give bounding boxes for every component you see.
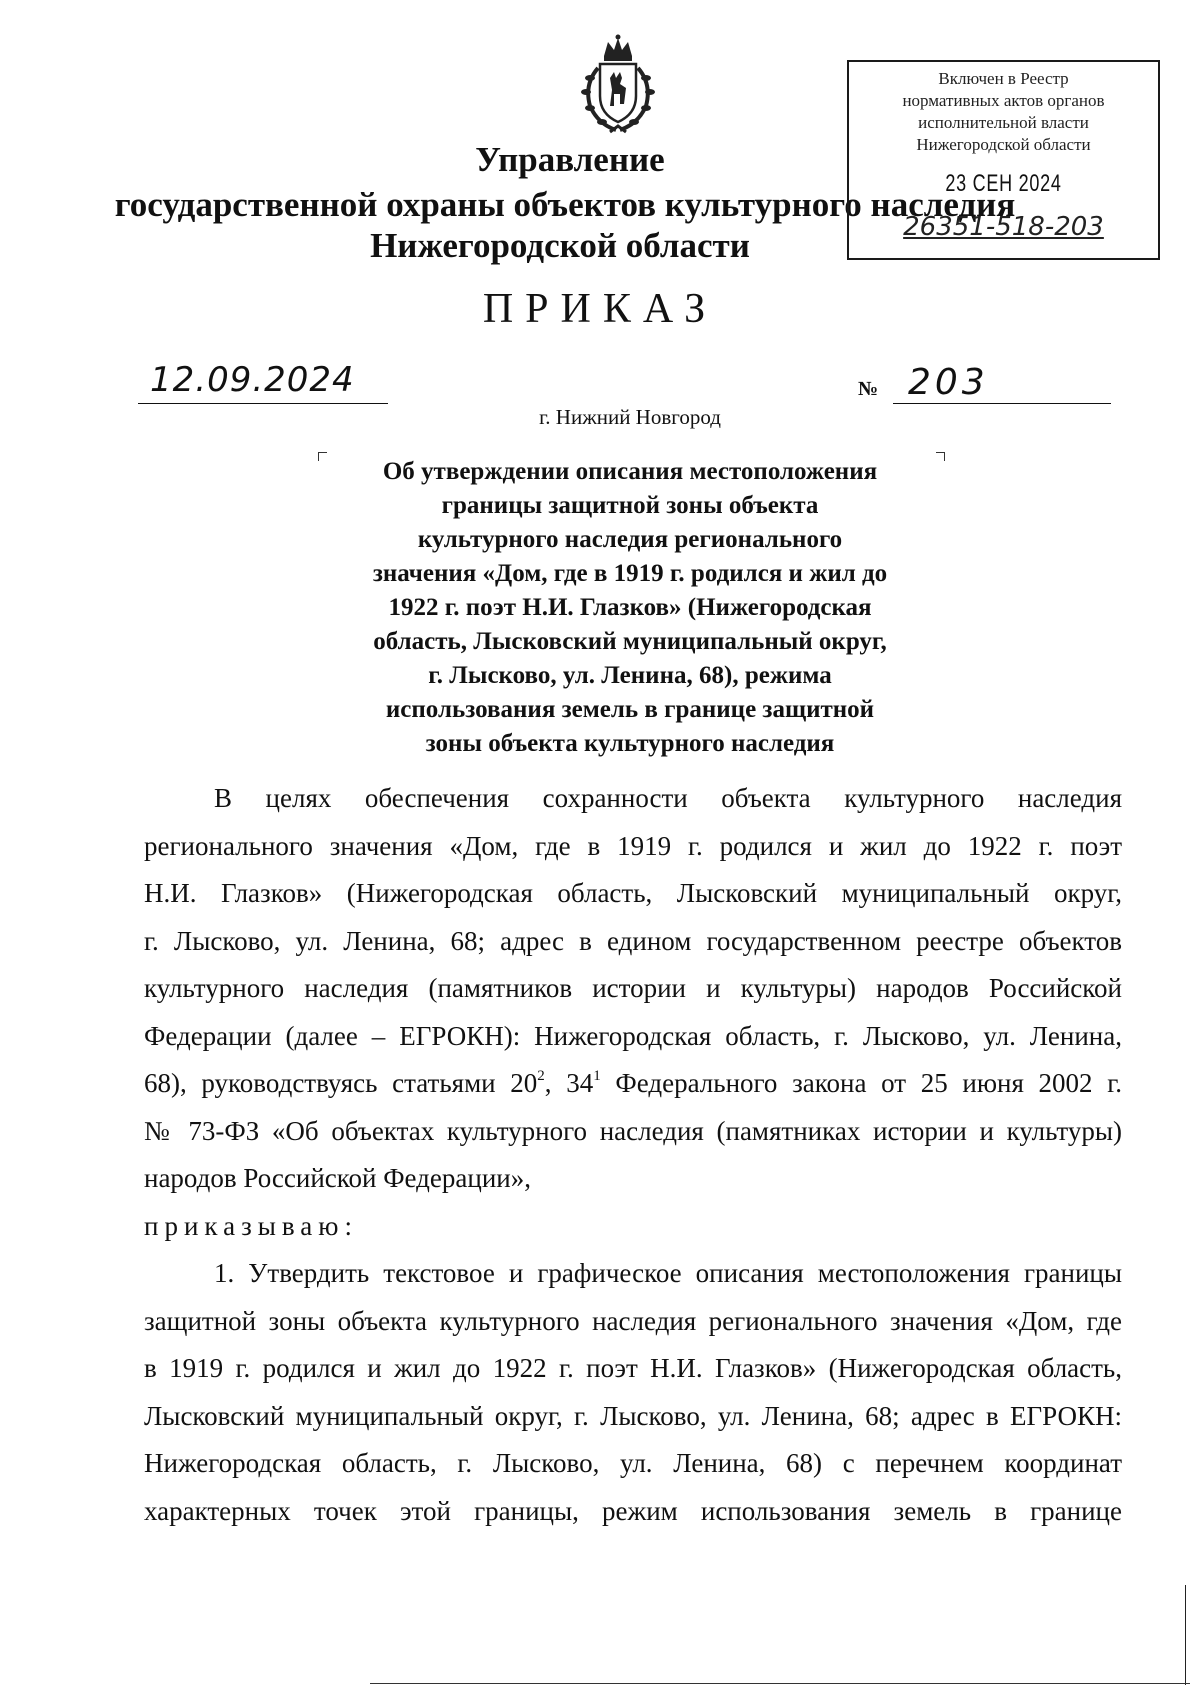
subject-line: 1922 г. поэт Н.И. Глазков» (Нижегородская: [388, 594, 872, 621]
number-underline: [893, 403, 1111, 404]
number-sign: №: [858, 378, 879, 400]
stamp-line-4: Нижегородской области: [916, 135, 1091, 154]
document-number: 203: [908, 362, 989, 403]
page-bottom-rule: [370, 1683, 1190, 1684]
body-line: г. Лысково, ул. Ленина, 68; адрес в едином государственном реестре объектов: [144, 925, 1122, 956]
body-line: регионального значения «Дом, где в 1919 г. родился и жил до 1922 г. поэт: [144, 830, 1122, 861]
subject-line: область, Лысковский муниципальный округ,: [373, 628, 887, 655]
superscript: 1: [593, 1068, 601, 1084]
subject-line: Об утверждении описания местоположения: [382, 458, 878, 485]
body-line: Нижегородская область, г. Лысково, ул. Ленина, 68) с перечнем координат: [144, 1448, 1122, 1478]
body-line: В целях обеспечения сохранности объекта культурного наследия: [214, 783, 1122, 813]
order-word: приказываю:: [144, 1210, 358, 1241]
organization-title-line-2: государственной охраны объектов культурного наследия: [114, 185, 1016, 224]
nizhny-novgorod-coat-of-arms-icon: [570, 34, 666, 140]
subject-corner-left: [318, 452, 327, 461]
body-line: в 1919 г. родился и жил до 1922 г. поэт Н.И. Глазков» (Нижегородская область,: [144, 1353, 1122, 1383]
subject-line: культурного наследия регионального: [417, 526, 843, 553]
body-text: , 34: [544, 1068, 594, 1098]
body-text: 68), руководствуясь статьями 20: [144, 1068, 538, 1098]
document-date: 12.09.2024: [150, 360, 355, 400]
body-line: культурного наследия (памятников истории и культуры) народов Российской: [144, 973, 1122, 1003]
registry-stamp: [847, 60, 1160, 260]
body-line: Федерации (далее – ЕГРОКН): Нижегородская область, г. Лысково, ул. Ленина,: [144, 1020, 1122, 1051]
city-name: г. Нижний Новгород: [539, 405, 721, 429]
subject-line: использования земель в границе защитной: [385, 696, 875, 723]
body-line: Н.И. Глазков» (Нижегородская область, Лысковский муниципальный округ,: [144, 878, 1122, 908]
body-line: № 73-ФЗ «Об объектах культурного наследия (памятниках истории и культуры): [144, 1115, 1122, 1146]
body-line: характерных точек этой границы, режим использования земель в границе: [144, 1495, 1122, 1526]
body-line: защитной зоны объекта культурного наследия регионального значения «Дом, где: [144, 1305, 1122, 1336]
subject-line: значения «Дом, где в 1919 г. родился и жил до: [372, 560, 888, 587]
stamp-line-1: Включен в Реестр: [938, 69, 1069, 88]
document-type-title: ПРИКАЗ: [482, 286, 718, 332]
subject-line: зоны объекта культурного наследия: [425, 730, 835, 757]
subject-corner-right: [936, 452, 945, 461]
document-subject: [330, 455, 930, 761]
organization-title-line-3: Нижегородской области: [370, 226, 750, 265]
stamp-registration-number: 26351-518-203: [903, 212, 1104, 242]
stamp-line-3: исполнительной власти: [918, 113, 1089, 132]
stamp-date: 23 СЕН 2024: [945, 170, 1062, 197]
stamp-line-2: нормативных актов органов: [902, 91, 1105, 110]
superscript: 2: [537, 1068, 545, 1084]
subject-line: г. Лысково, ул. Ленина, 68), режима: [428, 662, 832, 689]
organization-title-line-1: Управление: [475, 140, 665, 179]
subject-line: границы защитной зоны объекта: [441, 492, 819, 519]
body-text: Федерального закона от 25 июня 2002 г.: [600, 1068, 1122, 1098]
body-line-with-superscripts: [144, 1060, 1122, 1108]
body-line: народов Российской Федерации»,: [144, 1163, 531, 1193]
page-edge-mark: [1185, 1585, 1186, 1685]
body-line: Лысковский муниципальный округ, г. Лысково, ул. Ленина, 68; адрес в ЕГРОКН:: [144, 1400, 1122, 1431]
document-body: [144, 775, 1122, 1535]
body-line: 1. Утвердить текстовое и графическое описания местоположения границы: [214, 1258, 1122, 1288]
date-underline: [138, 403, 388, 404]
